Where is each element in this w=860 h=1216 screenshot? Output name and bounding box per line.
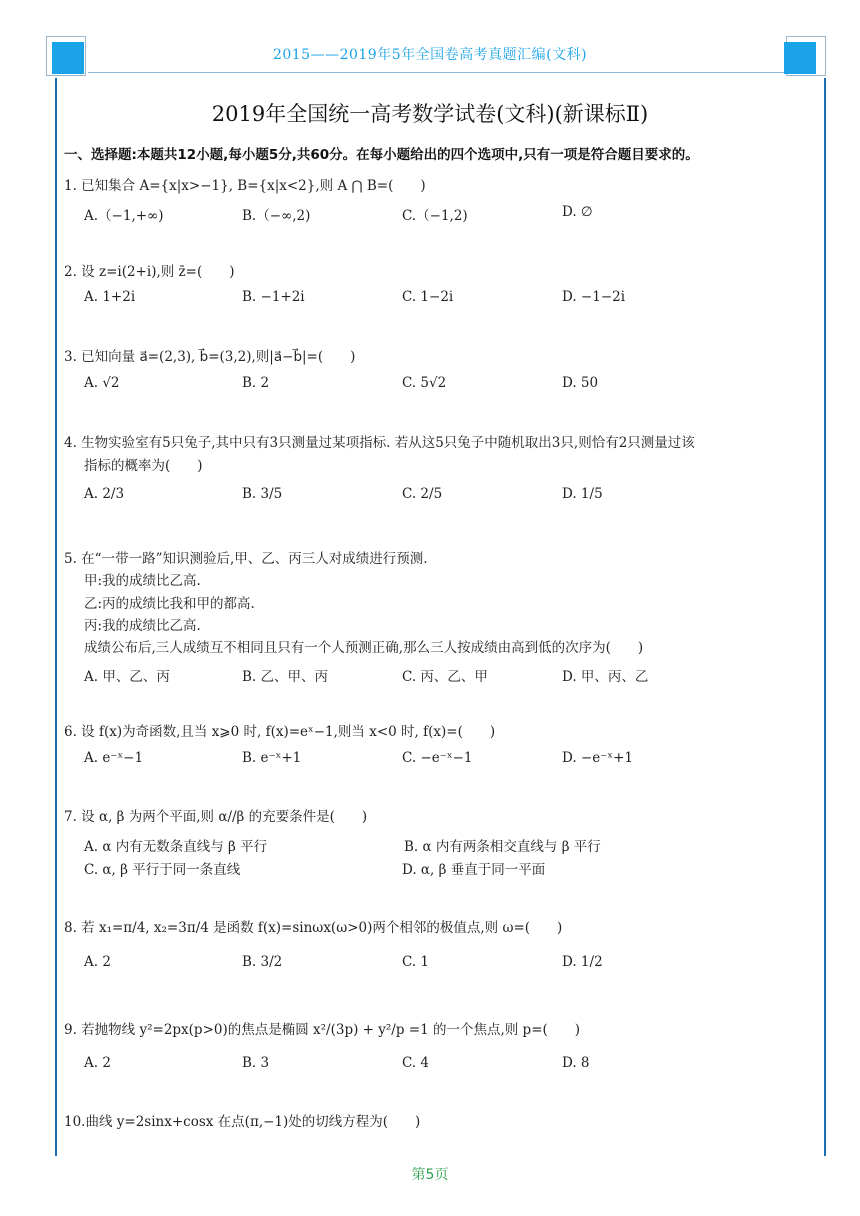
option-d: D. 50: [562, 375, 599, 391]
option-a: A.（−1,+∞): [84, 208, 164, 224]
question-9-options: [84, 1055, 804, 1081]
option-a: A. 2: [84, 954, 111, 970]
option-d: D. α, β 垂直于同一平面: [402, 862, 546, 878]
page-number: 第5页: [411, 1167, 449, 1183]
question-1-options: [84, 204, 804, 230]
option-b: B. 乙、甲、丙: [242, 669, 329, 685]
question-5-line: 甲:我的成绩比乙高.: [84, 573, 201, 589]
option-d: D. 甲、丙、乙: [562, 669, 649, 685]
question-5-line: 乙:丙的成绩比我和甲的都高.: [84, 596, 255, 612]
option-d: D. −1−2i: [562, 289, 626, 305]
question-4-stem: 4. 生物实验室有5只兔子,其中只有3只测量过某项指标. 若从这5只兔子中随机取出3只,则恰有2只测量过该: [64, 435, 695, 451]
option-b: B.（−∞,2): [242, 208, 311, 224]
option-a: A. √2: [84, 375, 120, 391]
question-7-stem: 7. 设 α, β 为两个平面,则 α//β 的充要条件是( ): [64, 809, 368, 825]
header-title: 2015——2019年5年全国卷高考真题汇编(文科): [272, 47, 588, 63]
right-border-line: [824, 78, 826, 1156]
page-title: 2019年全国统一高考数学试卷(文科)(新课标Ⅱ): [211, 102, 649, 126]
option-a: A. 2: [84, 1055, 111, 1071]
option-a: A. α 内有无数条直线与 β 平行: [84, 839, 268, 855]
option-b: B. −1+2i: [242, 289, 305, 305]
question-6-stem: 6. 设 f(x)为奇函数,且当 x⩾0 时, f(x)=eˣ−1,则当 x<0 时, f(x)=( ): [64, 724, 496, 740]
question-10-stem: 10.曲线 y=2sinx+cosx 在点(π,−1)处的切线方程为( ): [64, 1114, 421, 1130]
option-a: A. 1+2i: [84, 289, 136, 305]
question-5-line: 成绩公布后,三人成绩互不相同且只有一个人预测正确,那么三人按成绩由高到低的次序为( ): [84, 640, 644, 656]
question-2-options: [84, 289, 804, 315]
question-4-stem-continued: 指标的概率为( ): [84, 458, 203, 474]
question-8-options: [84, 954, 804, 980]
question-5-options: [84, 665, 804, 691]
option-b: B. 3/2: [242, 954, 283, 970]
option-a: A. 2/3: [84, 486, 125, 502]
option-b: B. 3: [242, 1055, 270, 1071]
option-c: C. 丙、乙、甲: [402, 669, 488, 685]
question-3-options: [84, 375, 804, 401]
question-6-options: [84, 750, 804, 776]
option-c: C. 1: [402, 954, 430, 970]
option-d: D. ∅: [562, 204, 593, 220]
question-8-stem: 8. 若 x₁=π/4, x₂=3π/4 是函数 f(x)=sinωx(ω>0)两个相邻的极值点,则 ω=( ): [64, 920, 563, 936]
option-d: D. 1/5: [562, 486, 603, 502]
question-7-options-row2: [84, 858, 804, 884]
question-1-stem: 1. 已知集合 A={x|x>−1}, B={x|x<2},则 A ⋂ B=( ): [64, 178, 426, 194]
option-c: C. α, β 平行于同一条直线: [84, 862, 241, 878]
option-c: C. 1−2i: [402, 289, 454, 305]
option-a: A. 甲、乙、丙: [84, 669, 170, 685]
question-5-stem: 5. 在“一带一路”知识测验后,甲、乙、丙三人对成绩进行预测.: [64, 551, 428, 567]
option-b: B. 2: [242, 375, 270, 391]
option-d: D. −e⁻ˣ+1: [562, 750, 633, 766]
option-c: C. 4: [402, 1055, 430, 1071]
question-3-stem: 3. 已知向量 a⃗=(2,3), b⃗=(3,2),则|a⃗−b⃗|=( ): [64, 349, 356, 365]
option-a: A. e⁻ˣ−1: [84, 750, 144, 766]
option-c: C. −e⁻ˣ−1: [402, 750, 473, 766]
option-c: C.（−1,2): [402, 208, 468, 224]
option-b: B. e⁻ˣ+1: [242, 750, 302, 766]
option-b: B. 3/5: [242, 486, 283, 502]
header-rule: [88, 72, 784, 73]
question-4-options: [84, 486, 804, 512]
question-9-stem: 9. 若抛物线 y²=2px(p>0)的焦点是椭圆 x²/(3p) + y²/p =1 的一个焦点,则 p=( ): [64, 1022, 581, 1038]
section-heading: 一、选择题:本题共12小题,每小题5分,共60分。在每小题给出的四个选项中,只有一项是符合题目要求的。: [64, 147, 699, 163]
option-b: B. α 内有两条相交直线与 β 平行: [404, 839, 601, 855]
option-c: C. 5√2: [402, 375, 447, 391]
option-d: D. 1/2: [562, 954, 603, 970]
option-d: D. 8: [562, 1055, 590, 1071]
question-5-line: 丙:我的成绩比乙高.: [84, 618, 201, 634]
option-c: C. 2/5: [402, 486, 443, 502]
question-2-stem: 2. 设 z=i(2+i),则 z̄=( ): [64, 264, 235, 280]
left-border-line: [55, 78, 57, 1156]
